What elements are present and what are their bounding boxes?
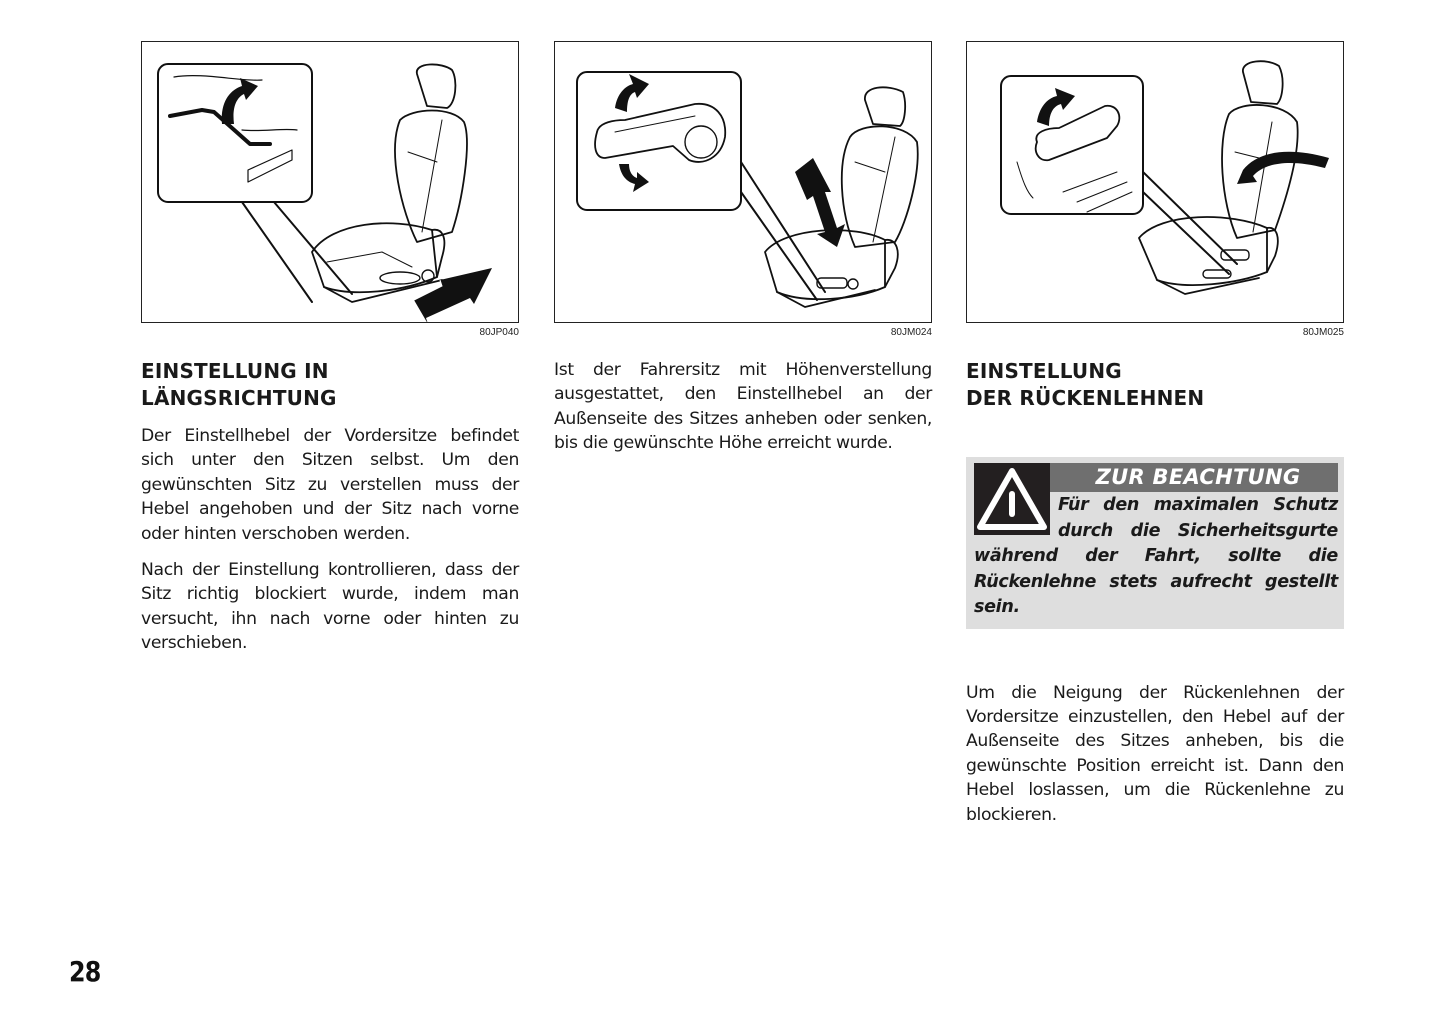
column-longitudinal-adjustment bbox=[141, 41, 519, 656]
page-number: 28 bbox=[69, 955, 101, 988]
column-height-adjustment bbox=[554, 41, 932, 456]
seat-illustration bbox=[142, 42, 518, 322]
paragraph: Der Einstellhebel der Vordersitze befindet sich unter den Sitzen selbst. Um den gewünschten Sitz zu verstellen muss der Hebel angehoben und der Sitz nach vorne oder hinten verschoben werden. bbox=[141, 426, 519, 544]
paragraph: Ist der Fahrersitz mit Höhenverstellung ausgestattet, den Einstellhebel an der Außenseite des Sitzes anheben oder senken, bis die gewünschte Höhe erreicht wurde. bbox=[554, 360, 932, 454]
warning-text: Für den maximalen Schutz durch die Sicherheitsgurte während der Fahrt, sollte die Rückenlehne stets aufrecht gestellt sein. bbox=[974, 495, 1338, 617]
curved-recline-arrow-icon bbox=[1237, 152, 1329, 184]
heading-line: DER RÜCKENLEHNEN bbox=[966, 386, 1205, 410]
figure-code: 80JM024 bbox=[890, 327, 932, 338]
column-backrest-adjustment bbox=[966, 41, 1344, 827]
figure-code: 80JM025 bbox=[1302, 327, 1344, 338]
figure-seat-backrest bbox=[966, 41, 1344, 323]
heading-line: LÄNGSRICHTUNG bbox=[141, 386, 337, 410]
figure-code: 80JP040 bbox=[479, 327, 519, 338]
seat-illustration bbox=[555, 42, 931, 322]
seat-illustration bbox=[967, 42, 1343, 322]
paragraph: Nach der Einstellung kontrollieren, dass der Sitz richtig blockiert wurde, indem man versucht, ihn nach vorne oder hinten zu verschieben. bbox=[141, 560, 519, 654]
warning-title: ZUR BEACHTUNG bbox=[974, 463, 1338, 492]
section-heading-backrest bbox=[966, 358, 1344, 412]
warning-box bbox=[966, 457, 1344, 629]
double-arrow-icon bbox=[414, 268, 492, 322]
heading-line: EINSTELLUNG bbox=[966, 359, 1122, 383]
paragraph: Um die Neigung der Rückenlehnen der Vordersitze einzustellen, den Hebel auf der Außenseite des Sitzes anheben, bis die gewünschte Position erreicht ist. Dann den Hebel loslassen, um die Rückenlehne zu blockieren. bbox=[966, 682, 1344, 825]
figure-seat-longitudinal bbox=[141, 41, 519, 323]
warning-triangle-icon bbox=[974, 463, 1050, 535]
figure-seat-height bbox=[554, 41, 932, 323]
heading-line: EINSTELLUNG IN bbox=[141, 359, 329, 383]
section-heading-longitudinal bbox=[141, 358, 519, 412]
